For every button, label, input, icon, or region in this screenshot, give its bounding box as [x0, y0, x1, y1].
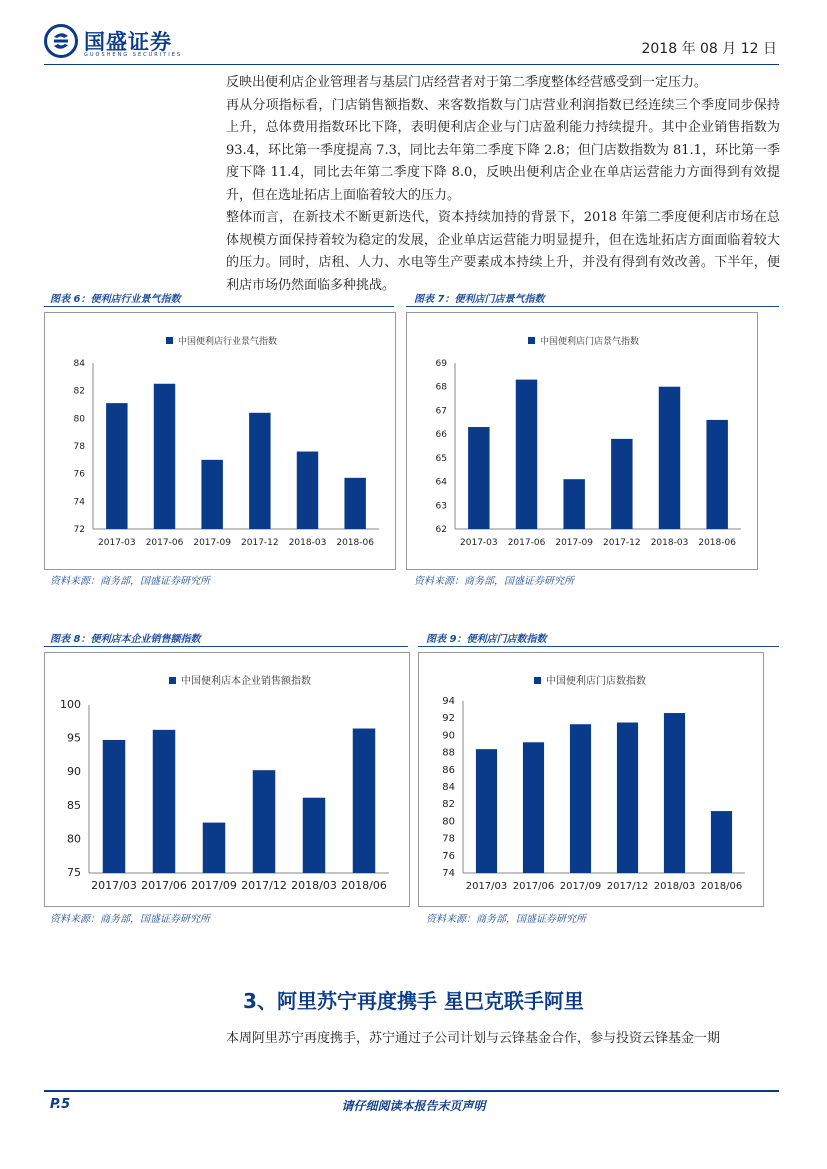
y-tick-label: 85: [67, 798, 81, 812]
x-tick-label: 2017/06: [512, 881, 555, 892]
y-tick-label: 84: [442, 782, 455, 793]
x-tick-label: 2018-03: [288, 538, 327, 548]
figure-7-source: 资料来源：商务部，国盛证券研究所: [414, 576, 574, 587]
brand-subtitle: GUOSHENG SECURITIES: [84, 52, 183, 58]
y-tick-label: 80: [442, 816, 455, 828]
chart-svg: [45, 313, 395, 569]
bar: [106, 403, 127, 529]
y-tick-label: 90: [67, 765, 81, 779]
figure-9-title: 图表 9：便利店门店数指数: [426, 634, 547, 645]
figure-8-source: 资料来源：商务部，国盛证券研究所: [50, 914, 210, 925]
chart-svg: [419, 653, 763, 906]
y-tick-label: 69: [435, 359, 447, 369]
paragraph: 再从分项指标看，门店销售额指数、来客数指数与门店营业利润指数已经连续三个季度同步保持上升，总体费用指数环比下降，表明便利店企业与门店盈利能力持续提升。其中企业销售指数为 93.4，环比第一季度提高 7.3，同比去年第二季度下降 2.8；但门店数指数为 81.1，环比第一季度下降 11.4，同比去年第二季度下降 8.0，反映出便利店企业在单店运营能力方面得到有效提升，但在选址拓店上面临着较大的压力。: [226, 97, 780, 203]
figure-rule: [406, 306, 779, 307]
figure-rule: [418, 646, 779, 647]
x-tick-label: 2017/09: [191, 879, 237, 892]
figure-7-title: 图表 7：便利店门店景气指数: [414, 294, 545, 305]
bar: [523, 742, 544, 873]
legend-swatch: [169, 677, 176, 684]
y-tick-label: 80: [73, 414, 85, 425]
x-tick-label: 2017-03: [460, 538, 498, 548]
legend-swatch: [166, 337, 173, 344]
y-tick-label: 84: [73, 359, 85, 369]
bar: [476, 749, 497, 873]
bar: [249, 413, 270, 529]
x-tick-label: 2017-09: [193, 538, 231, 548]
legend-label: 中国便利店本企业销售额指数: [181, 676, 311, 687]
y-tick-label: 90: [442, 730, 455, 742]
bar: [706, 420, 727, 529]
legend-swatch: [534, 677, 541, 684]
y-tick-label: 66: [435, 430, 447, 441]
y-tick-label: 92: [442, 713, 455, 725]
chart-svg: [45, 653, 409, 906]
paragraph: 反映出便利店企业管理者与基层门店经营者对于第二季度整体经营感受到一定压力。: [226, 75, 708, 90]
x-tick-label: 2018/03: [653, 881, 696, 892]
y-tick-label: 94: [442, 696, 455, 707]
page-header: [0, 0, 827, 68]
y-tick-label: 64: [435, 477, 447, 488]
figure-rule: [44, 646, 408, 647]
bar: [516, 380, 537, 529]
y-tick-label: 88: [442, 747, 455, 759]
page-number: P.5: [50, 1097, 71, 1112]
y-tick-label: 72: [73, 525, 85, 535]
x-tick-label: 2017-12: [603, 538, 641, 548]
chart-svg: [407, 313, 757, 569]
x-tick-label: 2017-06: [507, 538, 546, 548]
figure-9-source: 资料来源：商务部，国盛证券研究所: [426, 914, 586, 925]
bar: [253, 770, 276, 873]
bar: [664, 713, 685, 873]
bar: [103, 740, 126, 873]
chart-store-count-index: [418, 652, 764, 907]
y-tick-label: 82: [73, 386, 85, 397]
footer-rule: [44, 1090, 779, 1092]
bar: [201, 460, 222, 529]
x-tick-label: 2017/03: [465, 881, 508, 892]
y-tick-label: 74: [73, 497, 85, 508]
bar: [344, 478, 365, 529]
y-tick-label: 74: [442, 868, 455, 879]
x-tick-label: 2018-03: [650, 538, 689, 548]
x-tick-label: 2017-06: [145, 538, 184, 548]
bar: [297, 452, 318, 529]
y-tick-label: 86: [442, 764, 455, 776]
chart-store-index: [406, 312, 758, 570]
y-tick-label: 62: [435, 525, 447, 535]
bar: [303, 798, 326, 873]
y-tick-label: 76: [73, 469, 85, 480]
x-tick-label: 2017/03: [91, 879, 137, 892]
y-tick-label: 75: [67, 866, 81, 879]
bar: [563, 479, 584, 529]
x-tick-label: 2017/12: [606, 881, 649, 892]
y-tick-label: 100: [60, 698, 81, 711]
x-tick-label: 2017/09: [559, 881, 602, 892]
bar: [468, 427, 489, 529]
brand-name: 国盛证券: [84, 30, 172, 54]
y-tick-label: 95: [67, 731, 81, 745]
x-tick-label: 2018/06: [700, 881, 743, 892]
x-tick-label: 2018/06: [341, 879, 387, 892]
y-tick-label: 78: [442, 833, 455, 845]
y-tick-label: 82: [442, 799, 455, 811]
x-tick-label: 2017-03: [98, 538, 136, 548]
bar: [154, 384, 175, 529]
figure-rule: [44, 306, 394, 307]
y-tick-label: 78: [73, 442, 85, 452]
x-tick-label: 2018/03: [291, 879, 337, 892]
x-tick-label: 2017-09: [555, 538, 593, 548]
chart-industry-index: [44, 312, 396, 570]
x-tick-label: 2017/12: [241, 879, 287, 892]
bar: [153, 730, 176, 873]
bar: [353, 729, 376, 873]
legend-label: 中国便利店门店景气指数: [540, 337, 640, 347]
x-tick-label: 2017-12: [241, 538, 279, 548]
y-tick-label: 63: [435, 501, 447, 512]
x-tick-label: 2018-06: [336, 538, 374, 548]
x-tick-label: 2017/06: [141, 879, 187, 892]
bar: [611, 439, 632, 529]
bar: [659, 387, 680, 529]
bar: [203, 823, 226, 873]
bar: [617, 723, 638, 874]
y-tick-label: 76: [442, 850, 455, 862]
paragraph: 整体而言，在新技术不断更新迭代，资本持续加持的背景下，2018 年第二季度便利店市场在总体规模方面保持着较为稳定的发展，企业单店运营能力明显提升，但在选址拓店方面面临着较大的压力。同时，店租、人力、水电等生产要素成本持续上升，并没有得到有效改善。下半年，便利店市场仍然面临多种挑战。: [226, 210, 780, 293]
y-tick-label: 67: [435, 406, 447, 417]
chart-sales-index: [44, 652, 410, 907]
brand-logo-icon: [44, 24, 78, 58]
y-tick-label: 65: [435, 453, 447, 464]
body-text: [226, 72, 780, 297]
bar: [570, 724, 591, 873]
paragraph: 本周阿里苏宁再度携手，苏宁通过子公司计划与云锋基金合作，参与投资云锋基金一期: [226, 1031, 721, 1046]
report-date: 2018 年 08 月 12 日: [641, 41, 777, 57]
figure-6-source: 资料来源：商务部，国盛证券研究所: [50, 576, 210, 587]
bar: [711, 811, 732, 873]
legend-label: 中国便利店门店数指数: [546, 676, 646, 687]
footer-disclaimer: 请仔细阅读本报告末页声明: [341, 1099, 486, 1113]
section-title: 3、阿里苏宁再度携手 星巴克联手阿里: [243, 989, 584, 1013]
figure-8-title: 图表 8：便利店本企业销售额指数: [50, 634, 201, 645]
figure-6-title: 图表 6：便利店行业景气指数: [50, 294, 181, 305]
y-tick-label: 68: [435, 382, 447, 393]
y-tick-label: 80: [67, 832, 81, 846]
header-rule: [44, 64, 779, 65]
legend-label: 中国便利店行业景气指数: [178, 337, 278, 347]
x-tick-label: 2018-06: [698, 538, 736, 548]
legend-swatch: [528, 337, 535, 344]
